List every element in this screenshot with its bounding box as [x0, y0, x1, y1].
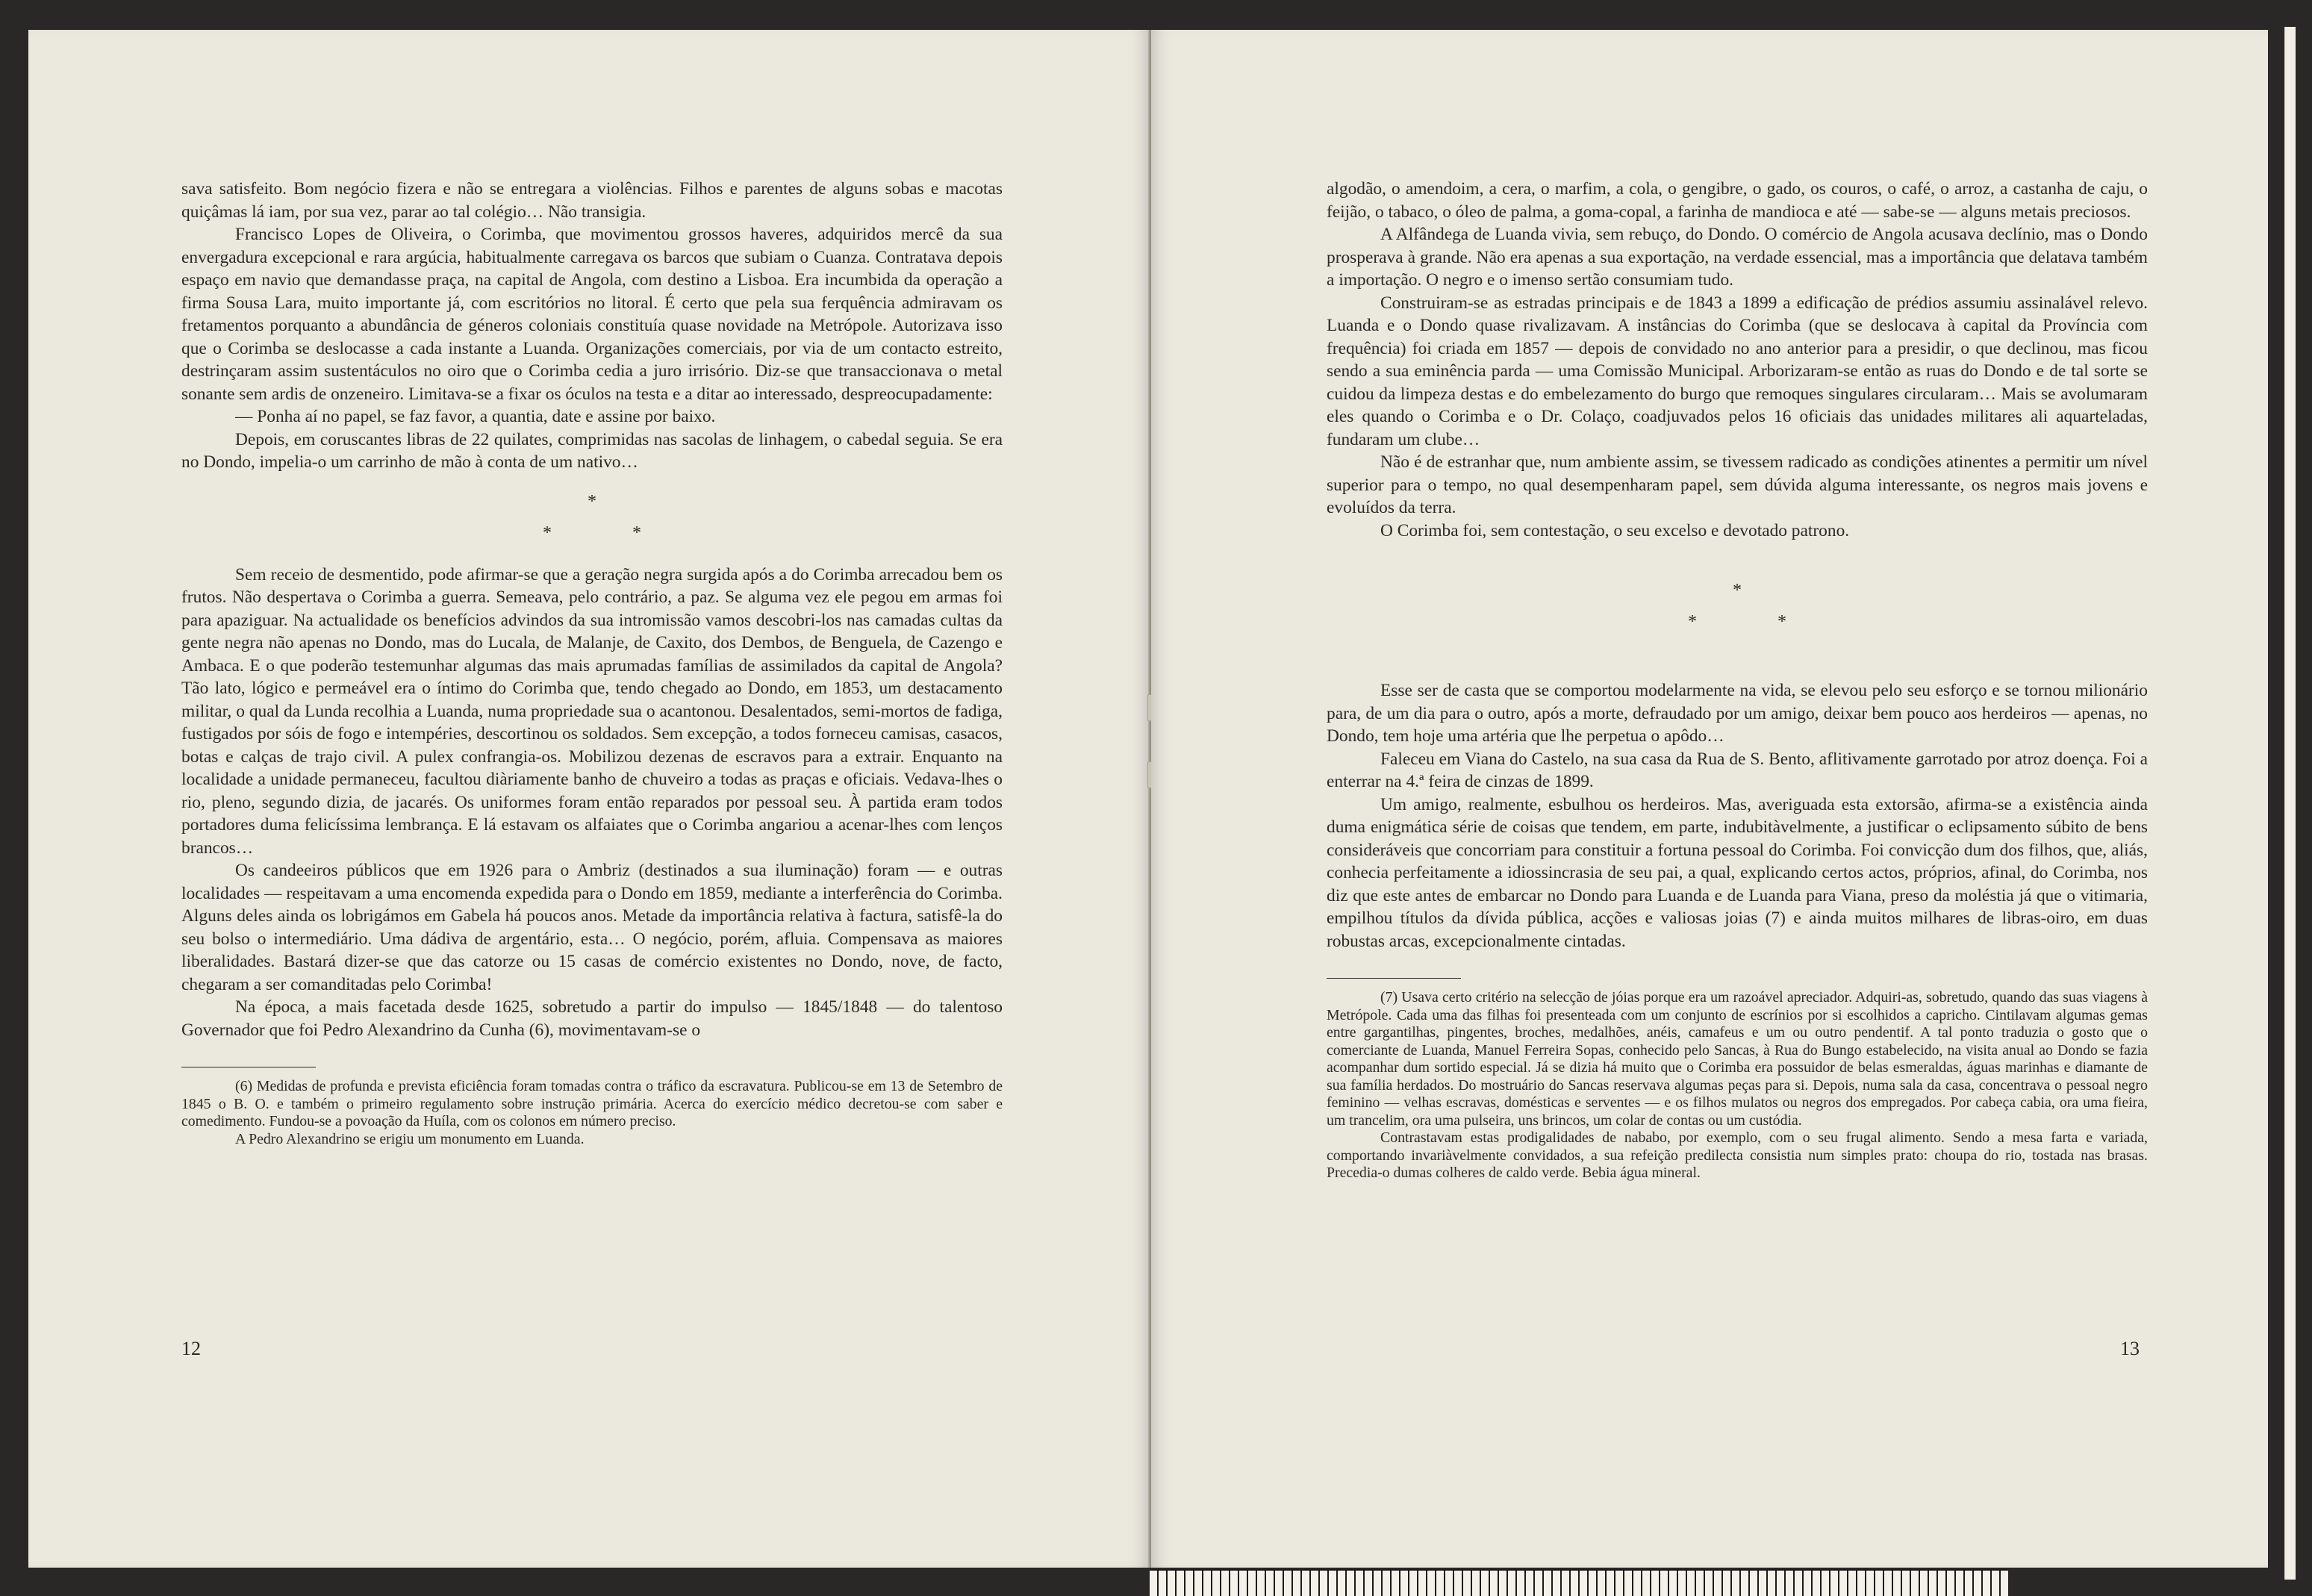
- paragraph: Não é de estranhar que, num ambiente assim, se tivessem radicado as condições atinentes a permitir um nível superior para o tempo, no qual desempenharam papel, sem dúvida alguma interessante, os negros mais jovens e evoluídos da terra.: [1327, 452, 2148, 517]
- section-star: *: [1733, 581, 1742, 600]
- paragraph: Sem receio de desmentido, pode afirmar-se que a geração negra surgida após a do Corimba arrecadou bem os frutos. Não despertava o Corimba a guerra. Semeava, pelo contrário, a paz. Se alguma vez ele pegou em armas foi para apaziguar. Na actualidade os benefícios advindos da sua intromissão vamos descobri-los nas camadas cultas da gente negra não apenas no Dondo, mas do Lucala, de Malanje, de Caxito, dos Dembos, de Benguela, de Cazengo e Ambaca. E o que poderão testemunhar algumas das mais aprumadas famílias de assimilados da capital de Angola? Tão lato, lógico e permeável era o íntimo do Corimba que, tendo chegado ao Dondo, em 1853, um destacamento militar, o qual da Lunda recolhia a Luanda, numa propriedade sua o acantonou. Desalentados, semi-mortos de fadiga, fustigados por sóis de fogo e intempéries, descortinou os soldados. Sem excepção, a todos forneceu camisas, casacos, botas e calças de trajo civil. A pulex confrangia-os. Mobilizou dezenas de escravos para a extrair. Enquanto na localidade a unidade permaneceu, facultou diàriamente banho de chuveiro a todas as praças e oficiais. Vedava-lhes o rio, pleno, segundo dizia, de jacarés. Os uniformes foram então reparados por pessoal seu. À partida eram todos portadores duma felicíssima lembrança. E lá estavam os alfaiates que o Corimba angariou a acenar-lhes com lenços brancos…: [181, 564, 1003, 858]
- paragraph: algodão, o amendoim, a cera, o marfim, a cola, o gengibre, o gado, os couros, o café, o arroz, a castanha de caju, o feijão, o tabaco, o óleo de palma, a goma-copal, a farinha de mandioca e até — sabe-se — alguns metais preciosos.: [1327, 179, 2148, 222]
- right-page: [1151, 30, 2268, 1568]
- paragraph: O Corimba foi, sem contestação, o seu excelso e devotado patrono.: [1380, 520, 1850, 540]
- footnote: (6) Medidas de profunda e prevista eficiência foram tomadas contra o tráfico da escravatura. Publicou-se em 13 de Setembro de 1845 o B. O. e também o primeiro regulamento sobre instrução primária. Acerca do exercício médico decretou-se com saber e comedimento. Fundou-se a povoação da Huíla, com os colonos em número preciso.: [181, 1078, 1003, 1129]
- paragraph: Construiram-se as estradas principais e de 1843 a 1899 a edificação de prédios assumiu assinalável relevo. Luanda e o Dondo quase rivalizavam. A instâncias do Corimba (que se deslocava à capital da Província com frequência) foi criada em 1857 — depois de convidado no ano anterior para a presidir, o que declinou, mas ficou sendo a sua eminência parda — uma Comissão Municipal. Arborizaram-se então as ruas do Dondo e de tal sorte se cuidou da limpeza destas e do embelezamento do burgo que remoques singulares circularam… Mais se avolumaram eles quando o Corimba e o Dr. Colaço, coadjuvados pelos 16 oficiais das unidades militares ali aquarteladas, fundaram um clube…: [1327, 293, 2148, 449]
- paragraph: Faleceu em Viana do Castelo, na sua casa da Rua de S. Bento, aflitivamente garrotado por atroz doença. Foi a enterrar na 4.ª feira de cinzas de 1899.: [1327, 749, 2148, 791]
- paragraph: Um amigo, realmente, esbulhou os herdeiros. Mas, averiguada esta extorsão, afirma-se a existência ainda duma enigmática série de coisas que tendem, em parte, indubitàvelmente, a justificar o eclipsamento súbito de bens consideráveis que concorriam para constituir a fortuna pessoal do Corimba. Foi convicção dum dos filhos, que, aliás, conhecia perfeitamente a idiossincrasia de seu pai, a qual, explicando certos actos, próprios, afinal, do Corimba, nos diz que este antes de embarcar no Dondo para Luanda e de Luanda para Viana, preso da moléstia já que o vitimaria, empilhou títulos da dívida pública, acções e valiosas joias (7) e ainda muitos milhares de libras-oiro, em duas robustas arcas, excepcionalmente cintadas.: [1327, 794, 2148, 951]
- left-page: [28, 30, 1150, 1568]
- page-number: 12: [181, 1338, 201, 1359]
- paragraph: Os candeeiros públicos que em 1926 para o Ambriz (destinados a sua iluminação) foram — e outras localidades — respeitavam a uma encomenda expedida para o Dondo em 1859, mediante a interferência do Corimba. Alguns deles ainda os lobrigámos em Gabela há poucos anos. Metade da importância relativa à factura, satisfê-la do seu bolso o intermediário. Uma dádiva de argentário, esta… O negócio, porém, afluia. Compensava as maiores liberalidades. Bastará dizer-se que das catorze ou 15 casas de comércio existentes no Dondo, nove, de facto, chegaram a ser comanditadas pelo Corimba!: [181, 861, 1003, 994]
- section-break: [181, 486, 1003, 549]
- footnote-rule: [1327, 978, 1461, 979]
- footnote: (7) Usava certo critério na selecção de jóias porque era um razoável apreciador. Adquiri-as, sobretudo, quando das suas viagens à Metrópole. Cada uma das filhas foi presenteada com um conjunto de escrínios por si escolhidos a capricho. Cintilavam algumas gemas entre gargantilhas, pingentes, broches, medalhões, anéis, camafeus e um ou outro pendentif. A tal ponto traduzia o gosto que o comerciante de Luanda, Manuel Ferreira Sopas, conhecido pelo Sancas, à Rua do Bungo estabelecido, na visita anual ao Dondo se fazia acompanhar dum sortido especial. Já se dizia há muito que o Corimba era possuidor de belas esmeraldas, águas marinhas e diamante de sua família herdados. Do mostruário do Sancas reservava algumas peças para si. Depois, numa sala da casa, concentrava o pessoal negro feminino — velhas escravas, domésticas e serventes — e os filhos mulatos ou negros dos empregados. Por cabeça cabia, ora uma fieira, um trancelim, ora uma pulseira, uns brincos, um colar de contas ou um custódia.: [1327, 989, 2148, 1129]
- paragraph: — Ponha aí no papel, se faz favor, a quantia, date e assine por baixo.: [235, 407, 716, 426]
- paragraph: A Alfândega de Luanda vivia, sem rebuço, do Dondo. O comércio de Angola acusava declínio, mas o Dondo prosperava à grande. Não era apenas a sua exportação, na verdade essencial, mas a importância que delatava também a importação. O negro e o imenso sertão consumiam tudo.: [1327, 225, 2148, 290]
- footnote: A Pedro Alexandrino se erigiu um monumento em Luanda.: [235, 1130, 585, 1147]
- page-edge: [2284, 27, 2296, 1580]
- book-spread: [28, 30, 2268, 1568]
- section-star: *: [1777, 612, 1786, 632]
- footnote: Contrastavam estas prodigalidades de nababo, por exemplo, com o seu frugal alimento. Sendo a mesa farta e variada, comportando invariàvelmente convidados, a sua refeição predilecta consistia num simples prato: choupa do rio, tostada nas brasas. Precedia-o dumas colheres de caldo verde. Bebia água mineral.: [1327, 1129, 2148, 1181]
- left-text-column: [181, 178, 1003, 1148]
- section-star: *: [588, 491, 596, 511]
- paragraph: Esse ser de casta que se comportou modelarmente na vida, se elevou pelo seu esforço e se tornou milionário para, de um dia para o outro, após a morte, defraudado por um amigo, deixar bem pouco aos herdeiros — apenas, no Dondo, tem hoje uma artéria que lhe perpetua o apôdo…: [1327, 681, 2148, 746]
- section-break: [1327, 575, 2148, 638]
- paragraph: Depois, em coruscantes libras de 22 quilates, comprimidas nas sacolas de linhagem, o cabedal seguia. Se era no Dondo, impelia-o um carrinho de mão à conta de um nativo…: [181, 429, 1003, 472]
- section-star: *: [543, 523, 552, 543]
- paragraph: Na época, a mais facetada desde 1625, sobretudo a partir do impulso — 1845/1848 — do talentoso Governador que foi Pedro Alexandrino da Cunha (6), movimentavam-se o: [181, 997, 1003, 1040]
- paragraph: Francisco Lopes de Oliveira, o Corimba, que movimentou grossos haveres, adquiridos mercê da sua envergadura excepcional e rara argúcia, habitualmente carregava os barcos que subiam o Cuanza. Contratava depois espaço em navio que demandasse praça, na capital de Angola, com destino a Lisboa. Era incumbida da operação a firma Sousa Lara, muito importante já, com escritórios no litoral. É certo que pela sua ferquência admiravam os fretamentos porquanto a abundância de géneros coloniais constituía quase novidade na Metrópole. Autorizava isso que o Corimba se deslocasse a cada instante a Luanda. Organizações comerciais, por via de um contacto estreito, destrinçaram assim sustentáculos no oiro que o Corimba cedia a juro irrisório. Diz-se que transaccionava o metal sonante sem ardis de onzeneiro. Limitava-se a fixar os óculos na testa e a ditar ao interessado, despreocupadamente:: [181, 225, 1003, 404]
- paragraph: sava satisfeito. Bom negócio fizera e não se entregara a violências. Filhos e parentes de alguns sobas e macotas quiçâmas lá iam, por sua vez, parar ao tal colégio… Não transigia.: [181, 179, 1003, 222]
- right-text-column: [1327, 178, 2148, 1182]
- section-star: *: [632, 523, 641, 543]
- scale-ruler: [1150, 1569, 2008, 1596]
- section-star: *: [1688, 612, 1697, 632]
- page-number: 13: [2120, 1338, 2140, 1359]
